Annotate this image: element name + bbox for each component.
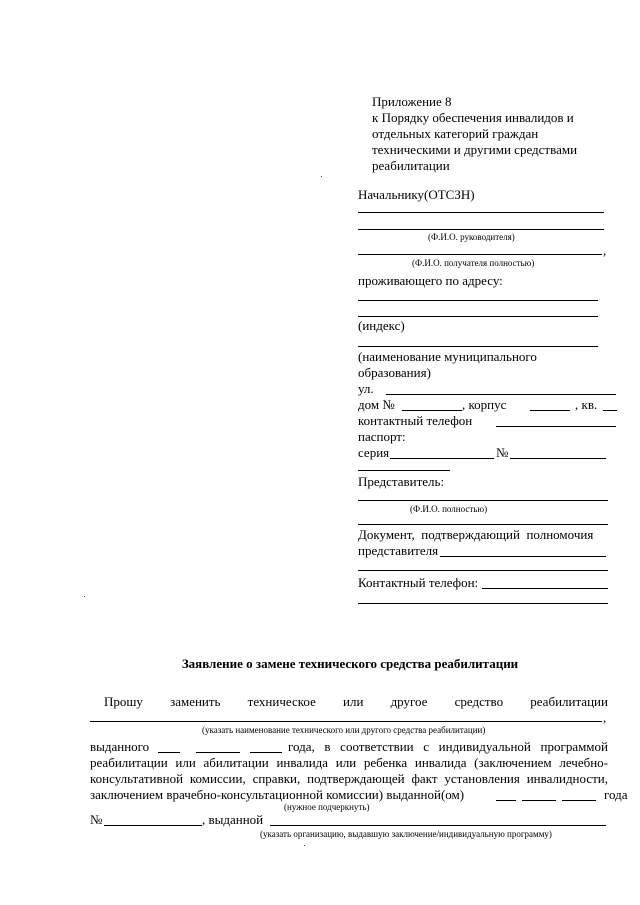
appendix-line-5: реабилитации bbox=[372, 158, 450, 173]
representative-label: Представитель: bbox=[358, 474, 445, 489]
street-label: ул. bbox=[358, 381, 374, 396]
appendix-number: Приложение 8 bbox=[372, 94, 452, 109]
body-line-2: реабилитации или абилитации инвалида или ребенка инвалида (заключением лечебно- bbox=[90, 755, 608, 770]
municipal-line bbox=[358, 346, 598, 347]
representative-extra-line bbox=[358, 524, 608, 525]
index-label: (индекс) bbox=[358, 318, 405, 333]
applicant-name-line bbox=[358, 254, 602, 255]
head-name-line-1 bbox=[358, 212, 604, 213]
municipal-label-1: (наименование муниципального bbox=[358, 349, 537, 364]
passport-label: паспорт: bbox=[358, 429, 406, 444]
head-name-caption: (Ф.И.О. руководителя) bbox=[428, 232, 515, 242]
korpus-label: , корпус bbox=[462, 397, 507, 412]
head-label: Начальнику(ОТСЗН) bbox=[358, 187, 475, 202]
decision-number-line bbox=[104, 825, 202, 826]
tsr-caption: (указать наименование технического или другого средства реабилитации) bbox=[202, 725, 486, 735]
municipal-label-2: образования) bbox=[358, 365, 431, 380]
applicant-name-caption: (Ф.И.О. получателя полностью) bbox=[412, 258, 535, 268]
address-line-1 bbox=[358, 300, 598, 301]
scan-speck bbox=[84, 596, 85, 597]
passport-number-sign: № bbox=[496, 445, 509, 460]
house-line bbox=[402, 410, 462, 411]
series-label: серия bbox=[358, 445, 390, 460]
org-caption: (указать организацию, выдавшую заключение/индивидуальную программу) bbox=[260, 829, 552, 839]
body-line-3: консультативной комиссии, справки, подтверждающей факт установления инвалидности, bbox=[90, 771, 608, 786]
scan-speck bbox=[321, 176, 322, 177]
issued-by-line bbox=[270, 825, 606, 826]
underline-caption: (нужное подчеркнуть) bbox=[284, 802, 370, 812]
request-word-5: другое bbox=[390, 694, 428, 709]
decision-day-line bbox=[496, 800, 516, 801]
kv-label: , кв. bbox=[575, 397, 598, 412]
appendix-line-4: техническими и другими средствами bbox=[372, 142, 578, 157]
house-label: дом № bbox=[358, 397, 395, 412]
representative-phone-label: Контактный телефон: bbox=[358, 575, 479, 590]
applicant-comma: , bbox=[603, 243, 607, 258]
passport-extra-line bbox=[358, 470, 450, 471]
phone-label: контактный телефон bbox=[358, 413, 473, 428]
street-line bbox=[386, 394, 616, 395]
residing-label: проживающего по адресу: bbox=[358, 273, 503, 288]
representative-phone-line bbox=[482, 588, 608, 589]
appendix-line-3: отдельных категорий граждан bbox=[372, 126, 539, 141]
request-word-2: заменить bbox=[170, 694, 221, 709]
issued-label: выданного bbox=[90, 739, 150, 754]
phone-line bbox=[496, 426, 616, 427]
request-word-1: Прошу bbox=[104, 694, 143, 709]
document-title: Заявление о замене технического средства реабилитации bbox=[181, 656, 519, 671]
issued-day-line bbox=[158, 752, 180, 753]
passport-number-line bbox=[510, 458, 606, 459]
request-word-6: средство bbox=[454, 694, 504, 709]
address-line-2 bbox=[358, 316, 598, 317]
tsr-name-line bbox=[90, 721, 602, 722]
decision-month-line bbox=[522, 800, 556, 801]
representative-phone-line-extra bbox=[358, 603, 608, 604]
decision-year-label: года bbox=[604, 787, 628, 802]
tsr-comma: , bbox=[603, 710, 607, 725]
request-word-7: реабилитации bbox=[530, 694, 608, 709]
issued-month-line bbox=[196, 752, 240, 753]
request-line bbox=[104, 694, 608, 710]
decision-year-line bbox=[562, 800, 596, 801]
representative-name-line bbox=[358, 500, 608, 501]
representative-doc-line-1: Документ, подтверждающий полномочия bbox=[358, 527, 594, 542]
kv-line bbox=[603, 410, 617, 411]
scan-speck bbox=[304, 845, 305, 846]
issued-text-right: года, в соответствии с индивидуальной программой bbox=[288, 739, 608, 754]
representative-doc-line bbox=[440, 556, 606, 557]
request-word-4: или bbox=[343, 694, 364, 709]
representative-name-caption: (Ф.И.О. полностью) bbox=[410, 504, 488, 514]
representative-doc-line-extra bbox=[358, 570, 608, 571]
series-line bbox=[390, 458, 494, 459]
head-name-line-2 bbox=[358, 229, 604, 230]
korpus-line bbox=[530, 410, 570, 411]
representative-doc-line-2: представителя bbox=[358, 543, 439, 558]
issued-by-label: , выданной bbox=[202, 812, 264, 827]
body-line-4: заключением врачебно-консультационной комиссии) выданной(ом) bbox=[90, 787, 465, 802]
issued-year-line bbox=[250, 752, 282, 753]
appendix-line-2: к Порядку обеспечения инвалидов и bbox=[372, 110, 574, 125]
decision-number-sign: № bbox=[90, 812, 103, 827]
request-word-3: техническое bbox=[247, 694, 316, 709]
